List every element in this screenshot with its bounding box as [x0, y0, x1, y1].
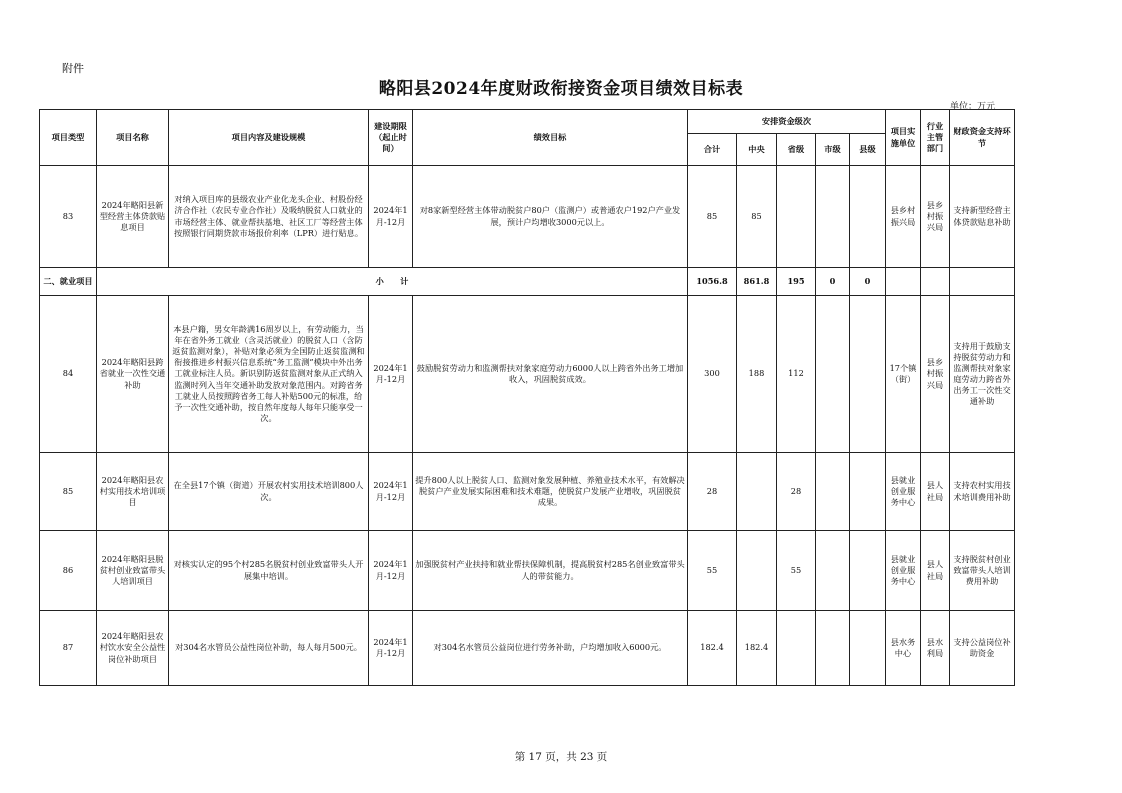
project-period: 2024年1月-12月 [369, 531, 413, 611]
project-content: 在全县17个镇（街道）开展农村实用技术培训800人次。 [169, 453, 369, 531]
subtotal-provincial: 195 [777, 268, 816, 296]
project-name: 2024年略阳县新型经营主体贷款贴息项目 [97, 166, 169, 268]
table-row [40, 453, 1015, 531]
funds-total: 182.4 [688, 611, 737, 686]
project-period: 2024年1月-12月 [369, 166, 413, 268]
header-city: 市级 [816, 134, 850, 166]
project-name: 2024年略阳县农村实用技术培训项目 [97, 453, 169, 531]
subtotal-central: 861.8 [737, 268, 777, 296]
funds-city [816, 296, 850, 453]
row-number: 84 [40, 296, 97, 453]
subtotal-city: 0 [816, 268, 850, 296]
subtotal-impl-unit [886, 268, 921, 296]
table-row [40, 296, 1015, 453]
project-name: 2024年略阳县跨省就业一次性交通补助 [97, 296, 169, 453]
project-target: 对8家新型经营主体带动脱贫户80户（监测户）或普通农户192户产业发展，预计户均增收3000元以上。 [413, 166, 688, 268]
table-row [40, 611, 1015, 686]
impl-unit: 县水务中心 [886, 611, 921, 686]
dept: 县乡村振兴局 [921, 296, 950, 453]
unit-label: 单位：万元 [950, 102, 996, 112]
project-period: 2024年1月-12月 [369, 453, 413, 531]
attachment-label: 附件 [62, 62, 84, 75]
support-stage: 支持农村实用技术培训费用补助 [950, 453, 1015, 531]
subtotal-label: 小 计 [97, 268, 688, 296]
subtotal-support [950, 268, 1015, 296]
funds-central: 182.4 [737, 611, 777, 686]
dept: 县水利局 [921, 611, 950, 686]
project-target: 提升800人以上脱贫人口、监测对象发展种植、养殖业技术水平，有效解决脱贫户产业发展实际困难和技术难题，使脱贫户发展产业增收，巩固脱贫成果。 [413, 453, 688, 531]
project-period: 2024年1月-12月 [369, 611, 413, 686]
project-content: 对纳入项目库的县级农业产业化龙头企业、村股份经济合作社（农民专业合作社）及吸纳脱贫人口就业的市场经营主体、就业帮扶基地、社区工厂等经营主体按照银行同期贷款市场报价利率（LPR）进行贴息。 [169, 166, 369, 268]
dept: 县乡村振兴局 [921, 166, 950, 268]
support-stage: 支持脱贫村创业致富带头人培训费用补助 [950, 531, 1015, 611]
funds-county [850, 166, 886, 268]
support-stage: 支持公益岗位补助资金 [950, 611, 1015, 686]
header-type: 项目类型 [40, 110, 97, 166]
header-name: 项目名称 [97, 110, 169, 166]
funds-city [816, 611, 850, 686]
impl-unit: 县就业创业服务中心 [886, 531, 921, 611]
dept: 县人社局 [921, 531, 950, 611]
funds-provincial [777, 611, 816, 686]
section-subtotal-row [40, 268, 1015, 296]
funds-county [850, 453, 886, 531]
header-funds-group: 安排资金级次 [688, 110, 886, 134]
funds-total: 85 [688, 166, 737, 268]
project-content: 对核实认定的95个村285名脱贫村创业致富带头人开展集中培训。 [169, 531, 369, 611]
header-target: 绩效目标 [413, 110, 688, 166]
funds-central [737, 531, 777, 611]
support-stage: 支持用于鼓励支持脱贫劳动力和监测帮扶对象家庭劳动力跨省外出务工一次性交通补助 [950, 296, 1015, 453]
funds-central: 188 [737, 296, 777, 453]
funds-county [850, 531, 886, 611]
funds-city [816, 166, 850, 268]
project-period: 2024年1月-12月 [369, 296, 413, 453]
project-content: 对304名水管员公益性岗位补助，每人每月500元。 [169, 611, 369, 686]
project-name: 2024年略阳县脱贫村创业致富带头人培训项目 [97, 531, 169, 611]
funds-provincial: 28 [777, 453, 816, 531]
header-impl-unit: 项目实施单位 [886, 110, 921, 166]
subtotal-county: 0 [850, 268, 886, 296]
funds-central [737, 453, 777, 531]
performance-table [39, 109, 1015, 686]
row-number: 87 [40, 611, 97, 686]
project-target: 对304名水管员公益岗位进行劳务补助，户均增加收入6000元。 [413, 611, 688, 686]
funds-city [816, 453, 850, 531]
header-dept: 行业主管部门 [921, 110, 950, 166]
impl-unit: 县乡村振兴局 [886, 166, 921, 268]
page-title: 略阳县2024年度财政衔接资金项目绩效目标表 [378, 79, 744, 99]
funds-total: 28 [688, 453, 737, 531]
impl-unit: 17个镇（街） [886, 296, 921, 453]
funds-provincial [777, 166, 816, 268]
header-central: 中央 [737, 134, 777, 166]
funds-total: 300 [688, 296, 737, 453]
impl-unit: 县就业创业服务中心 [886, 453, 921, 531]
subtotal-dept [921, 268, 950, 296]
header-total: 合计 [688, 134, 737, 166]
project-name: 2024年略阳县农村饮水安全公益性岗位补助项目 [97, 611, 169, 686]
table-row [40, 166, 1015, 268]
dept: 县人社局 [921, 453, 950, 531]
header-support: 财政资金支持环节 [950, 110, 1015, 166]
section-label: 二、就业项目 [40, 268, 97, 296]
header-provincial: 省级 [777, 134, 816, 166]
header-content: 项目内容及建设规模 [169, 110, 369, 166]
project-target: 鼓励脱贫劳动力和监测帮扶对象家庭劳动力6000人以上跨省外出务工增加收入，巩固脱贫成效。 [413, 296, 688, 453]
table-row [40, 531, 1015, 611]
funds-total: 55 [688, 531, 737, 611]
funds-central: 85 [737, 166, 777, 268]
page-footer: 第 17 页，共 23 页 [514, 751, 608, 763]
project-content: 本县户籍，男女年龄满16周岁以上，有劳动能力，当年在省外务工就业（含灵活就业）的脱贫人口（含防返贫监测对象），补贴对象必须为全国防止返贫监测和衔接推进乡村振兴信息系统“务工监测”模块中外出务工就业标注人员。新识别防返贫监测对象从正式纳入监测时列入当年交通补助发放对象范围内。对跨省务工就业人员按照跨省务工每人补贴500元的标准，给予一次性交通补助，按自然年度每人每年只能享受一次。 [169, 296, 369, 453]
row-number: 83 [40, 166, 97, 268]
subtotal-total: 1056.8 [688, 268, 737, 296]
row-number: 85 [40, 453, 97, 531]
funds-city [816, 531, 850, 611]
header-period: 建设期限（起止时间） [369, 110, 413, 166]
row-number: 86 [40, 531, 97, 611]
funds-county [850, 611, 886, 686]
funds-provincial: 112 [777, 296, 816, 453]
header-row [40, 110, 1015, 134]
project-target: 加强脱贫村产业扶持和就业帮扶保障机制，提高脱贫村285名创业致富带头人的带贫能力。 [413, 531, 688, 611]
funds-provincial: 55 [777, 531, 816, 611]
funds-county [850, 296, 886, 453]
header-county: 县级 [850, 134, 886, 166]
support-stage: 支持新型经营主体贷款贴息补助 [950, 166, 1015, 268]
